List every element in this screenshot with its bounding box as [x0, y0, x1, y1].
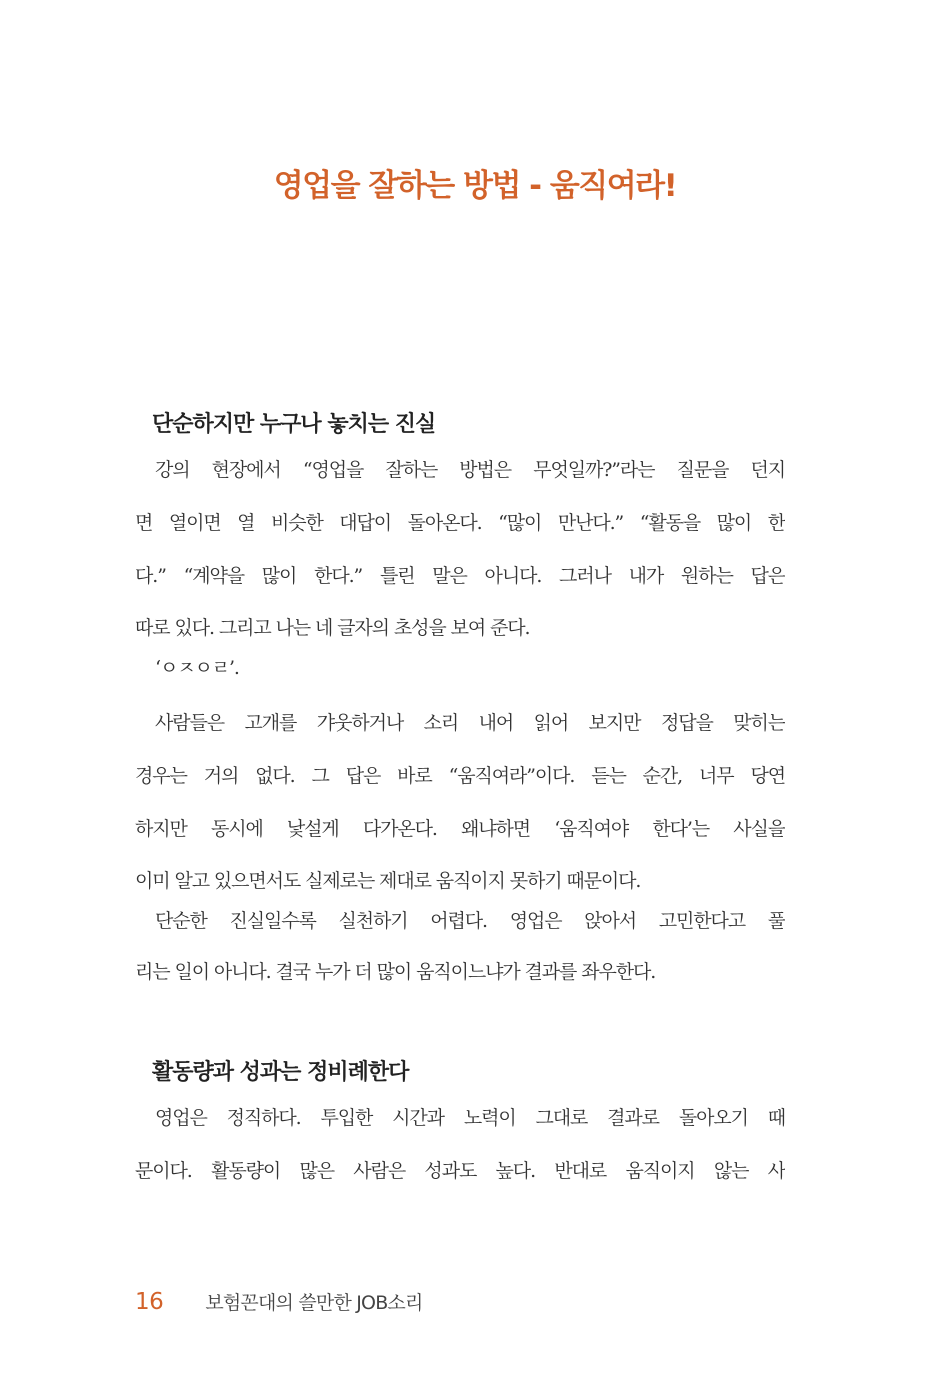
paragraph-line: 하지만 동시에 낯설게 다가온다. 왜냐하면 ‘움직여야 한다’는 사실을 [135, 818, 785, 840]
section-heading-2: 활동량과 성과는 정비례한다 [152, 1060, 409, 1085]
page-number: 16 [135, 1289, 164, 1315]
page-footer [135, 1288, 423, 1315]
paragraph-line: 면 열이면 열 비슷한 대답이 돌아온다. “많이 만난다.” “활동을 많이 한 [135, 512, 785, 534]
chapter-title: 영업을 잘하는 방법 - 움직여라! [273, 168, 677, 204]
paragraph-line: 강의 현장에서 “영업을 잘하는 방법은 무엇일까?”라는 질문을 던지 [155, 459, 785, 481]
paragraph-line: 따로 있다. 그리고 나는 네 글자의 초성을 보여 준다. [135, 617, 530, 639]
paragraph-line: 리는 일이 아니다. 결국 누가 더 많이 움직이느냐가 결과를 좌우한다. [135, 961, 656, 983]
section-heading-1: 단순하지만 누구나 놓치는 진실 [152, 412, 436, 437]
paragraph-line: 다.” “계약을 많이 한다.” 틀린 말은 아니다. 그러나 내가 원하는 답은 [135, 565, 785, 587]
paragraph-line: 문이다. 활동량이 많은 사람은 성과도 높다. 반대로 움직이지 않는 사 [135, 1160, 785, 1182]
paragraph-line: ‘ㅇㅈㅇㄹ’. [155, 657, 239, 679]
running-book-title: 보험꼰대의 쓸만한 JOB소리 [205, 1292, 423, 1314]
paragraph-line: 사람들은 고개를 갸웃하거나 소리 내어 읽어 보지만 정답을 맞히는 [155, 712, 785, 734]
paragraph-line: 영업은 정직하다. 투입한 시간과 노력이 그대로 결과로 돌아오기 때 [155, 1107, 785, 1129]
paragraph-line: 경우는 거의 없다. 그 답은 바로 “움직여라”이다. 듣는 순간, 너무 당연 [135, 765, 785, 787]
paragraph-line: 단순한 진실일수록 실천하기 어렵다. 영업은 앉아서 고민한다고 풀 [155, 910, 785, 932]
paragraph-line: 이미 알고 있으면서도 실제로는 제대로 움직이지 못하기 때문이다. [135, 870, 641, 892]
